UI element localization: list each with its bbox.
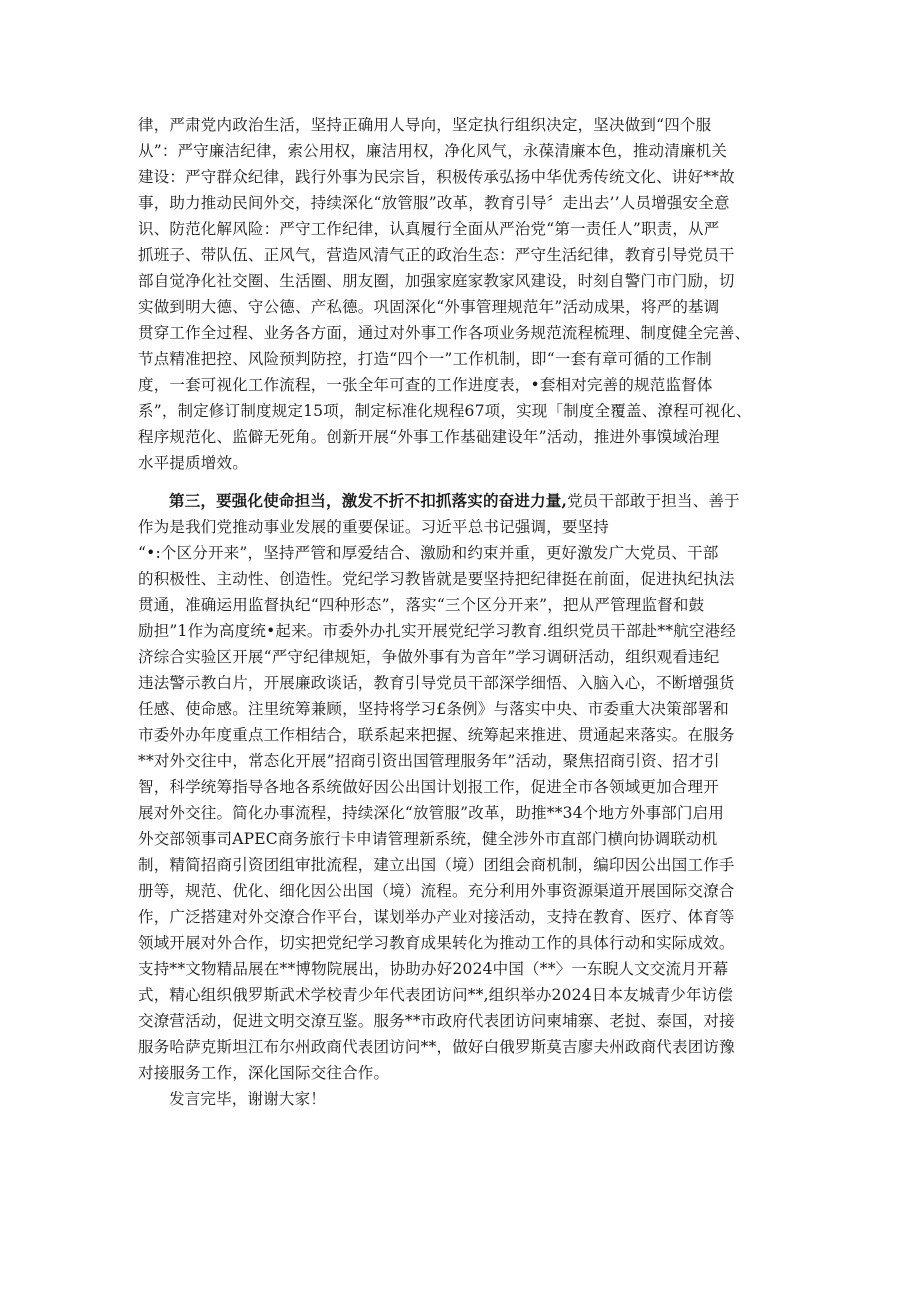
paragraph-discipline-line: 从”：严守廉洁纪律，索公用权，廉洁用权，净化风气，永葆清廉本色，推动清廉机关 [138, 142, 728, 160]
paragraph-mission-line: 支持**文物精品展在**博物院展出，协助办好2024中国（**〉一东睨人文交流月开幕 [138, 960, 729, 978]
paragraph-mission-line: 济综合实验区开展“严守纪律规矩，争做外事有为音年”学习调研活动，组织观看违纪 [138, 648, 720, 666]
paragraph-mission-line: 的积极性、主动性、创造性。党纪学习教皆就是要坚持把纪律挺在前面，促进执纪执法 [138, 570, 735, 588]
closing-line: 发言完毕，谢谢大家！ [169, 1090, 327, 1108]
paragraph-mission-line: 违法警示教白片，开展廉政谈话，教育引导党员干部深学细悟、入脑入心，不断增强货 [138, 674, 735, 692]
paragraph-mission-line: 展对外交往。简化办事流程，持续深化“放管服”改革，助推**34个地方外事部门启用 [138, 804, 725, 822]
paragraph-mission-line: 贯通，准确运用监督执纪“四种形态”，落实“三个区分开来”，把从严管理监督和鼓 [138, 596, 705, 614]
paragraph-mission-line: 作为是我们党推动事业发展的重要保证。习近平总书记强调，要坚持 [138, 518, 610, 536]
paragraph-gap [138, 476, 788, 488]
paragraph-mission-line: “•:个区分开来”，坚持严管和厚爱结合、激励和约束并重，更好激发广大党员、干部 [138, 544, 719, 562]
paragraph-discipline-line: 识、防范化解风险：严守工作纪律，认真履行全面从严治党“第一责任人”职责，从严 [138, 220, 720, 238]
closing-remark [138, 1086, 788, 1112]
paragraph-discipline-line: 度，一套可视化工作流程，一张全年可查的工作进度表，•套相对完善的规范监督体 [138, 376, 713, 394]
paragraph-discipline-line: 实做到明大德、守公德、产私德。巩固深化“外事管理规范年”活动成果，将严的基调 [138, 298, 720, 316]
paragraph-discipline-line: 建设：严守群众纪律，践行外事为民宗旨，积极传承弘扬中华优秀传统文化、讲好**故 [138, 168, 735, 186]
paragraph-discipline-line: 水平提质增效。 [138, 454, 248, 472]
document-page [138, 112, 788, 1112]
paragraph-mission-line: 作，广泛搭建对外交潦合作平台，谋划举办产业对接活动，支持在教育、医疗、体育等 [138, 908, 735, 926]
paragraph-mission-first-line [138, 488, 788, 514]
paragraph-discipline-line: 贯穿工作全过程、业务各方面，通过对外事工作各项业务规范流程梳理、制度健全完善、 [138, 324, 751, 342]
paragraph-mission-line: 册等，规范、优化、细化因公出国（境）流程。充分利用外事资源渠道开展国际交潦合 [138, 882, 735, 900]
paragraph-discipline-line: 程序规范化、监僻无死角。创新开展“外事工作基础建设年”活动，推进外事馍域治理 [138, 428, 720, 446]
paragraph-mission-line: 市委外办年度重点工作相结合，联系起来把握、统筹起来推进、贯通起来落实。在服务 [138, 726, 735, 744]
paragraph-discipline-line: 节点精准把控、风险预判防控，打造“四个一”工作机制，即“一套有章可循的工作制 [138, 350, 712, 368]
paragraph-mission-line: 交潦营活动，促进文明交潦互鉴。服务**市政府代表团访问柬埔寨、老挝、泰国，对接 [138, 1012, 735, 1030]
paragraph-mission-line: 领域开展对外合作，切实把党纪学习教育成果转化为推动工作的具体行动和实际成效。 [138, 934, 735, 952]
paragraph-mission-line: 智，科学统筹指导各地各系统做好因公出国计划报工作，促进全市各领域更加合理开 [138, 778, 719, 796]
paragraph-mission-line: 励担”1作为高度统•起来。市委外办扎实开展党纪学习教育.组织党员干部赴**航空港经 [138, 622, 737, 640]
paragraph-mission-line: 制，精简招商引资团组审批流程，建立出国（境）团组会商机制，编印因公出国工作手 [138, 856, 735, 874]
paragraph-discipline [138, 112, 788, 476]
paragraph-mission-line: 式，精心组织俄罗斯武术学校青少年代表团访问**,组织举办2024日本友城青少年访偿 [138, 986, 734, 1004]
paragraph-mission-line: 服务哈萨克斯坦江布尔州政商代表团访问**，做好白俄罗斯莫吉廖夫州政商代表团访豫 [138, 1038, 735, 1056]
paragraph-discipline-line: 系”，制定修订制度规定15项，制定标准化规程67项，实现「制度全覆盖、潦程可视化、 [138, 402, 752, 420]
section-heading-third: 第三，要强化使命担当，激发不折不扣抓落实的奋进力量, [169, 491, 568, 510]
paragraph-discipline-line: 事，助力推动民间外交，持续深化“放管服”改革，教育引导〞走出去’’人员增强安全意 [138, 194, 730, 212]
section-heading-continuation: 党员干部敢于担当、善于 [567, 492, 740, 510]
paragraph-mission [138, 488, 788, 1086]
paragraph-discipline-line: 部自觉净化社交圈、生活圈、朋友圈，加强家庭家教家风建设，时刻自警门市门励，切 [138, 272, 735, 290]
paragraph-discipline-line: 律，严肃党内政治生活，坚持正确用人导向，坚定执行组织决定，坚决做到“四个服 [138, 116, 712, 134]
paragraph-discipline-line: 抓班子、带队伍、正风气，营造风清气正的政治生态：严守生活纪律，教育引导党员干 [138, 246, 735, 264]
paragraph-mission-line: 任感、使命感。注里统筹兼顾，坚持将学习£条例》与落实中央、市委重大决策部署和 [138, 700, 729, 718]
paragraph-mission-line: 外交部领事司APEC商务旅行卡申请管理新系统，健全涉外市直部门横向协调联动机 [138, 830, 718, 848]
paragraph-mission-line: **对外交往中，常态化开展”招商引资出国管理服务年”活动，聚焦招商引资、招才引 [138, 752, 720, 770]
paragraph-mission-line: 对接服务工作，深化国际交往合作。 [138, 1064, 390, 1082]
